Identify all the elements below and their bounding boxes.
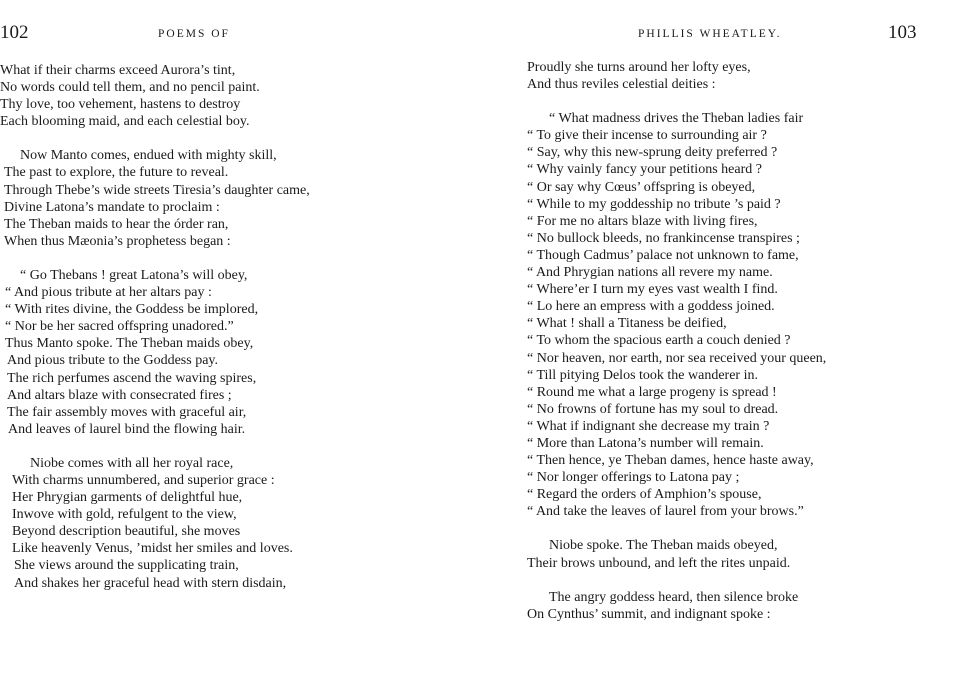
stanza bbox=[527, 537, 826, 571]
verse-line: And leaves of laurel bind the flowing hair. bbox=[8, 421, 246, 437]
verse-line: Now Manto comes, endued with mighty skill, bbox=[20, 148, 277, 164]
verse-line: “ Lo here an empress with a goddess joined. bbox=[527, 299, 775, 315]
verse-line: “ Nor longer offerings to Latona pay ; bbox=[527, 470, 740, 486]
verse-line: “ What ! shall a Titaness be deified, bbox=[527, 316, 727, 332]
verse-line: “ Nor heaven, nor earth, nor sea received your queen, bbox=[527, 350, 827, 366]
verse-line: Through Thebe’s wide streets Tiresia’s daughter came, bbox=[4, 182, 310, 198]
verse-line: Inwove with gold, refulgent to the view, bbox=[12, 507, 237, 523]
stanza bbox=[527, 59, 826, 93]
verse-line: “ What madness drives the Theban ladies fair bbox=[549, 111, 804, 127]
verse-line: The rich perfumes ascend the waving spires, bbox=[7, 370, 257, 386]
verse-line: “ Regard the orders of Amphion’s spouse, bbox=[527, 487, 762, 503]
verse-line: “ And pious tribute at her altars pay : bbox=[5, 285, 212, 301]
verse-line: No words could tell them, and no pencil paint. bbox=[0, 80, 260, 96]
verse-line: “ Or say why Cœus’ offspring is obeyed, bbox=[527, 179, 756, 195]
poem-text bbox=[527, 59, 826, 623]
verse-line: What if their charms exceed Aurora’s tint, bbox=[0, 63, 236, 78]
verse-line: She views around the supplicating train, bbox=[14, 558, 239, 574]
verse-line: The fair assembly moves with graceful air, bbox=[7, 404, 247, 420]
verse-line: “ Though Cadmus’ palace not unknown to fame, bbox=[527, 247, 799, 263]
page-number: 102 bbox=[0, 22, 29, 43]
verse-line: “ And Phrygian nations all revere my name. bbox=[527, 265, 773, 281]
verse-line: “ To give their incense to surrounding air ? bbox=[527, 128, 767, 144]
verse-line: Proudly she turns around her lofty eyes, bbox=[527, 60, 751, 75]
stanza bbox=[0, 62, 310, 130]
verse-line: The past to explore, the future to reveal. bbox=[4, 165, 229, 181]
running-head: POEMS OF bbox=[158, 28, 230, 40]
verse-line: “ And take the leaves of laurel from your brows.” bbox=[527, 504, 804, 520]
verse-line: “ With rites divine, the Goddess be implored, bbox=[5, 302, 259, 318]
verse-line: “ No frowns of fortune has my soul to dread. bbox=[527, 401, 779, 417]
stanza bbox=[0, 147, 310, 250]
verse-line: “ For me no altars blaze with living fires, bbox=[527, 213, 758, 229]
verse-line: The angry goddess heard, then silence broke bbox=[549, 589, 799, 605]
verse-line: Her Phrygian garments of delightful hue, bbox=[12, 490, 243, 506]
verse-line: Divine Latona’s mandate to proclaim : bbox=[4, 199, 220, 215]
page-number: 103 bbox=[888, 22, 917, 43]
verse-line: “ What if indignant she decrease my train ? bbox=[527, 418, 770, 434]
verse-line: “ Go Thebans ! great Latona’s will obey, bbox=[20, 267, 248, 283]
verse-line: “ While to my goddesship no tribute ’s paid ? bbox=[527, 196, 781, 212]
verse-line: Thy love, too vehement, hastens to destroy bbox=[0, 97, 241, 113]
verse-line: “ More than Latona’s number will remain. bbox=[527, 435, 764, 451]
verse-line: “ No bullock bleeds, no frankincense transpires ; bbox=[527, 230, 800, 246]
verse-line: “ Then hence, ye Theban dames, hence haste away, bbox=[527, 453, 814, 469]
stanza bbox=[527, 110, 826, 520]
verse-line: Thus Manto spoke. The Theban maids obey, bbox=[5, 336, 254, 352]
stanza bbox=[527, 589, 826, 623]
verse-line: Niobe spoke. The Theban maids obeyed, bbox=[549, 538, 778, 554]
verse-line: Like heavenly Venus, ’midst her smiles and loves. bbox=[12, 541, 293, 557]
verse-line: Beyond description beautiful, she moves bbox=[12, 524, 241, 540]
running-head: PHILLIS WHEATLEY. bbox=[638, 28, 782, 40]
verse-line: Each blooming maid, and each celestial boy. bbox=[0, 114, 250, 130]
verse-line: “ Round me what a large progeny is spread ! bbox=[527, 384, 777, 400]
right-page bbox=[490, 0, 980, 674]
stanza bbox=[0, 455, 310, 592]
verse-line: The Theban maids to hear the órder ran, bbox=[4, 216, 229, 232]
verse-line: Their brows unbound, and left the rites unpaid. bbox=[527, 555, 791, 571]
verse-line: “ Where’er I turn my eyes vast wealth I find. bbox=[527, 282, 778, 298]
verse-line: When thus Mæonia’s prophetess began : bbox=[4, 233, 231, 249]
verse-line: “ Till pitying Delos took the wanderer in. bbox=[527, 367, 758, 383]
verse-line: And pious tribute to the Goddess pay. bbox=[7, 353, 219, 369]
verse-line: “ Say, why this new-sprung deity preferred ? bbox=[527, 145, 778, 161]
verse-line: With charms unnumbered, and superior grace : bbox=[12, 472, 275, 488]
verse-line: “ To whom the spacious earth a couch denied ? bbox=[527, 333, 791, 349]
verse-line: Niobe comes with all her royal race, bbox=[30, 455, 234, 471]
verse-line: On Cynthus’ summit, and indignant spoke : bbox=[527, 606, 771, 622]
verse-line: And altars blaze with consecrated fires ; bbox=[7, 387, 232, 403]
verse-line: “ Why vainly fancy your petitions heard ? bbox=[527, 162, 762, 178]
verse-line: And thus reviles celestial deities : bbox=[527, 77, 716, 93]
verse-line: “ Nor be her sacred offspring unadored.” bbox=[5, 319, 234, 335]
verse-line: And shakes her graceful head with stern disdain, bbox=[14, 575, 287, 591]
poem-text bbox=[0, 62, 310, 592]
stanza bbox=[0, 267, 310, 438]
